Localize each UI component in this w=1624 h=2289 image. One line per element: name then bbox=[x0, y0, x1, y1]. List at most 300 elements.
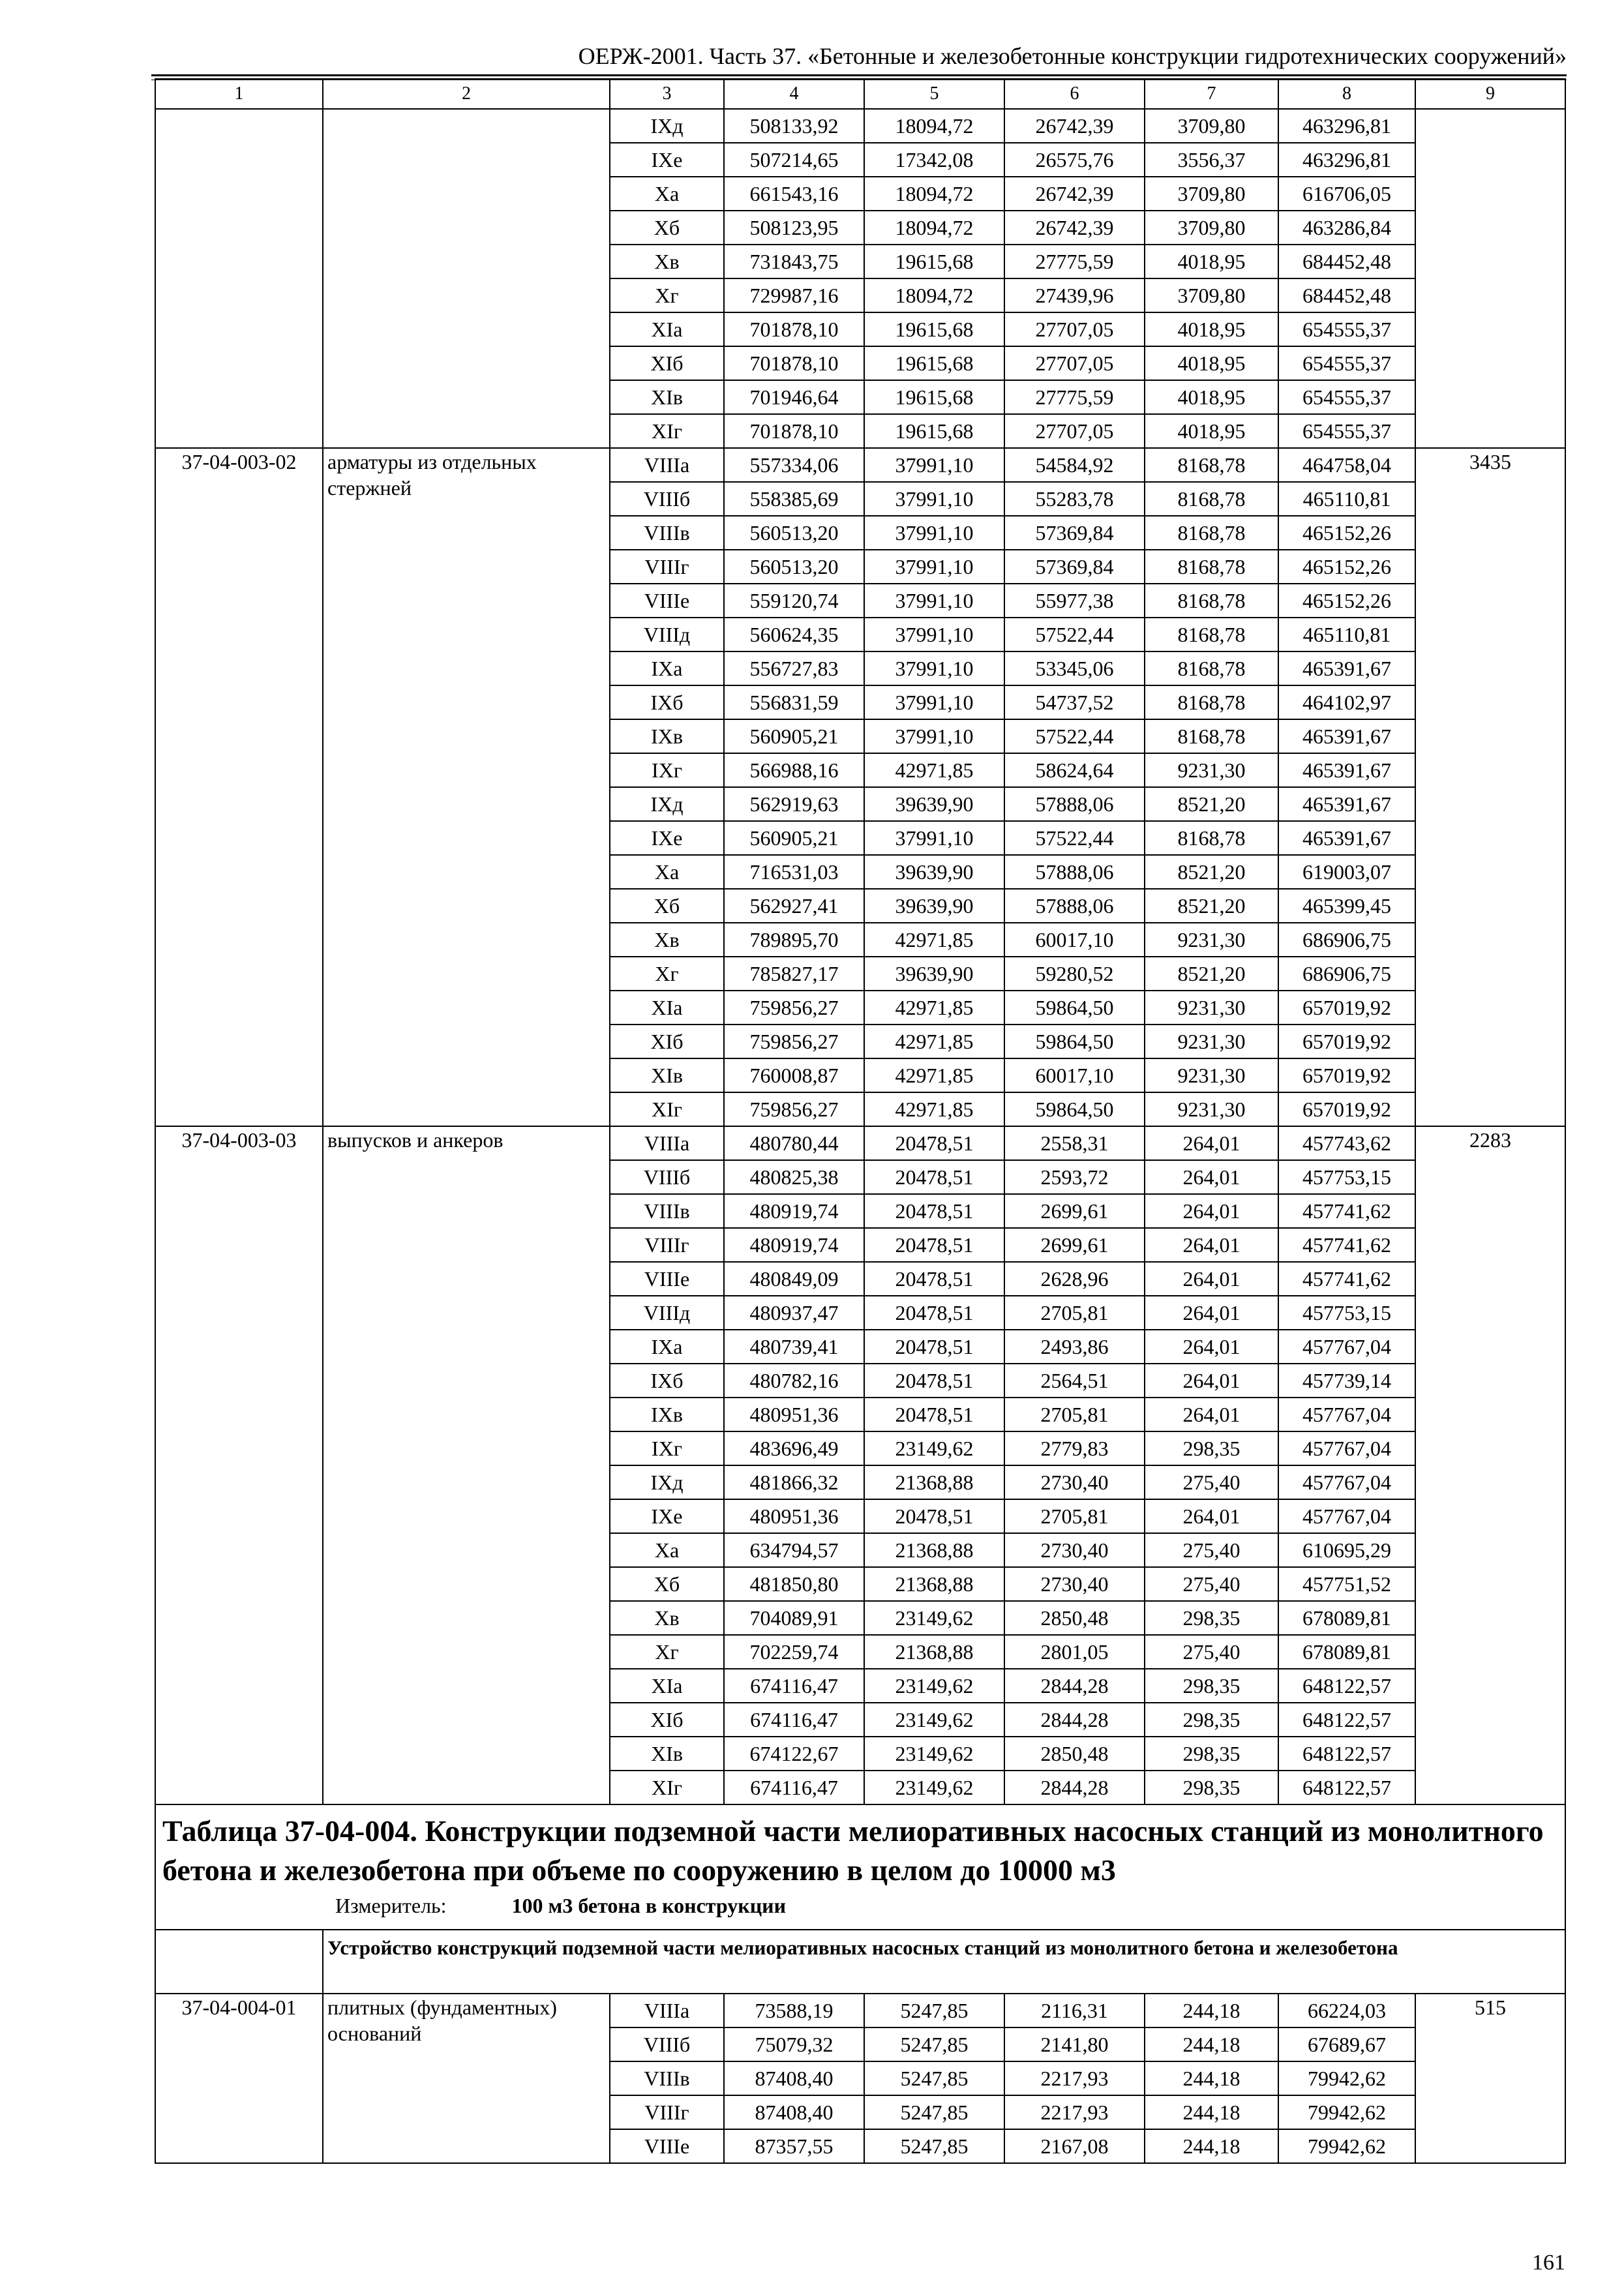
section-description: Устройство конструкций подземной части мелиоративных насосных станций из монолитного бетона и железобетона bbox=[323, 1930, 1565, 1994]
header-title: ОЕРЖ-2001. Часть 37. «Бетонные и железобетонные конструкции гидротехнических сооружений» bbox=[578, 43, 1567, 69]
machinists-wages: 9231,30 bbox=[1145, 991, 1278, 1025]
wages: 23149,62 bbox=[864, 1601, 1004, 1635]
table-row bbox=[155, 109, 1565, 143]
rate-code bbox=[155, 109, 323, 448]
total-cost: 729987,16 bbox=[724, 278, 864, 312]
wages: 20478,51 bbox=[864, 1398, 1004, 1431]
wages: 5247,85 bbox=[864, 2027, 1004, 2061]
wages: 39639,90 bbox=[864, 889, 1004, 923]
zone-code: Xб bbox=[610, 889, 724, 923]
materials: 465391,67 bbox=[1278, 719, 1415, 753]
machines: 57888,06 bbox=[1004, 855, 1145, 889]
measure-value: 100 м3 бетона в конструкции bbox=[511, 1894, 786, 1917]
machines: 57369,84 bbox=[1004, 516, 1145, 550]
materials: 457741,62 bbox=[1278, 1262, 1415, 1296]
machines: 57522,44 bbox=[1004, 618, 1145, 651]
machinists-wages: 9231,30 bbox=[1145, 753, 1278, 787]
total-cost: 560513,20 bbox=[724, 550, 864, 584]
column-number: 2 bbox=[323, 79, 610, 109]
wages: 37991,10 bbox=[864, 550, 1004, 584]
machines: 2844,28 bbox=[1004, 1669, 1145, 1703]
machinists-wages: 8521,20 bbox=[1145, 889, 1278, 923]
wages: 39639,90 bbox=[864, 787, 1004, 821]
wages: 42971,85 bbox=[864, 1058, 1004, 1092]
total-cost: 759856,27 bbox=[724, 1025, 864, 1058]
machines: 57522,44 bbox=[1004, 719, 1145, 753]
machinists-wages: 244,18 bbox=[1145, 1994, 1278, 2027]
zone-code: XIб bbox=[610, 346, 724, 380]
total-cost: 480919,74 bbox=[724, 1194, 864, 1228]
rate-code: 37-04-003-03 bbox=[155, 1126, 323, 1804]
page-number: 161 bbox=[1532, 2251, 1565, 2275]
machines: 27707,05 bbox=[1004, 312, 1145, 346]
total-cost: 73588,19 bbox=[724, 1994, 864, 2027]
column-number: 6 bbox=[1004, 79, 1145, 109]
materials: 463286,84 bbox=[1278, 211, 1415, 245]
wages: 23149,62 bbox=[864, 1431, 1004, 1465]
materials: 66224,03 bbox=[1278, 1994, 1415, 2027]
zone-code: XIб bbox=[610, 1703, 724, 1737]
materials: 465391,67 bbox=[1278, 821, 1415, 855]
materials: 463296,81 bbox=[1278, 109, 1415, 143]
materials: 457753,15 bbox=[1278, 1160, 1415, 1194]
machinists-wages: 8168,78 bbox=[1145, 618, 1278, 651]
wages: 19615,68 bbox=[864, 312, 1004, 346]
machines: 26742,39 bbox=[1004, 177, 1145, 211]
wages: 20478,51 bbox=[864, 1499, 1004, 1533]
zone-code: Xв bbox=[610, 1601, 724, 1635]
machines: 2844,28 bbox=[1004, 1703, 1145, 1737]
machinists-wages: 3556,37 bbox=[1145, 143, 1278, 177]
materials: 686906,75 bbox=[1278, 957, 1415, 991]
description-code-cell bbox=[155, 1930, 323, 1994]
wages: 5247,85 bbox=[864, 2095, 1004, 2129]
machinists-wages: 3709,80 bbox=[1145, 177, 1278, 211]
machines: 2699,61 bbox=[1004, 1194, 1145, 1228]
machinists-wages: 8168,78 bbox=[1145, 584, 1278, 618]
machines: 60017,10 bbox=[1004, 923, 1145, 957]
machines: 2141,80 bbox=[1004, 2027, 1145, 2061]
materials: 648122,57 bbox=[1278, 1771, 1415, 1804]
materials: 654555,37 bbox=[1278, 380, 1415, 414]
materials: 657019,92 bbox=[1278, 1058, 1415, 1092]
rates-table bbox=[155, 78, 1566, 2164]
wages: 23149,62 bbox=[864, 1737, 1004, 1771]
materials: 79942,62 bbox=[1278, 2095, 1415, 2129]
zone-code: VIIIа bbox=[610, 448, 724, 482]
wages: 5247,85 bbox=[864, 2061, 1004, 2095]
machinists-wages: 264,01 bbox=[1145, 1296, 1278, 1330]
machinists-wages: 4018,95 bbox=[1145, 245, 1278, 278]
zone-code: XIг bbox=[610, 414, 724, 448]
total-cost: 556727,83 bbox=[724, 651, 864, 685]
machines: 58624,64 bbox=[1004, 753, 1145, 787]
wages: 20478,51 bbox=[864, 1228, 1004, 1262]
zone-code: VIIIг bbox=[610, 2095, 724, 2129]
zone-code: VIIIе bbox=[610, 1262, 724, 1296]
wages: 19615,68 bbox=[864, 245, 1004, 278]
materials: 654555,37 bbox=[1278, 312, 1415, 346]
column-number: 8 bbox=[1278, 79, 1415, 109]
machinists-wages: 264,01 bbox=[1145, 1262, 1278, 1296]
machines: 2730,40 bbox=[1004, 1465, 1145, 1499]
materials: 457753,15 bbox=[1278, 1296, 1415, 1330]
zone-code: VIIIд bbox=[610, 1296, 724, 1330]
total-cost: 634794,57 bbox=[724, 1533, 864, 1567]
machinists-wages: 298,35 bbox=[1145, 1703, 1278, 1737]
zone-code: Xг bbox=[610, 278, 724, 312]
wages: 37991,10 bbox=[864, 618, 1004, 651]
machines: 26742,39 bbox=[1004, 211, 1145, 245]
machines: 27439,96 bbox=[1004, 278, 1145, 312]
total-cost: 716531,03 bbox=[724, 855, 864, 889]
wages: 18094,72 bbox=[864, 278, 1004, 312]
machines: 59864,50 bbox=[1004, 1092, 1145, 1126]
materials: 686906,75 bbox=[1278, 923, 1415, 957]
measure-label: Измеритель: bbox=[335, 1894, 447, 1917]
machinists-wages: 4018,95 bbox=[1145, 346, 1278, 380]
machines: 2705,81 bbox=[1004, 1296, 1145, 1330]
machines: 2217,93 bbox=[1004, 2061, 1145, 2095]
zone-code: IXв bbox=[610, 719, 724, 753]
zone-code: IXа bbox=[610, 1330, 724, 1364]
zone-code: VIIIв bbox=[610, 516, 724, 550]
zone-code: IXв bbox=[610, 1398, 724, 1431]
machines: 26742,39 bbox=[1004, 109, 1145, 143]
zone-code: Xа bbox=[610, 855, 724, 889]
machines: 55283,78 bbox=[1004, 482, 1145, 516]
work-name bbox=[323, 109, 610, 448]
total-cost: 558385,69 bbox=[724, 482, 864, 516]
materials: 457741,62 bbox=[1278, 1228, 1415, 1262]
measure-line bbox=[162, 1891, 1558, 1920]
column-number: 5 bbox=[864, 79, 1004, 109]
machines: 2558,31 bbox=[1004, 1126, 1145, 1160]
machines: 27775,59 bbox=[1004, 245, 1145, 278]
rate-code: 37-04-003-02 bbox=[155, 448, 323, 1126]
wages: 20478,51 bbox=[864, 1262, 1004, 1296]
total-cost: 480780,44 bbox=[724, 1126, 864, 1160]
machinists-wages: 4018,95 bbox=[1145, 414, 1278, 448]
total-cost: 507214,65 bbox=[724, 143, 864, 177]
machines: 2730,40 bbox=[1004, 1533, 1145, 1567]
machines: 2705,81 bbox=[1004, 1398, 1145, 1431]
machinists-wages: 8521,20 bbox=[1145, 855, 1278, 889]
materials: 648122,57 bbox=[1278, 1669, 1415, 1703]
total-cost: 704089,91 bbox=[724, 1601, 864, 1635]
wages: 37991,10 bbox=[864, 584, 1004, 618]
machinists-wages: 8521,20 bbox=[1145, 787, 1278, 821]
zone-code: XIв bbox=[610, 1737, 724, 1771]
materials: 457751,52 bbox=[1278, 1567, 1415, 1601]
machinists-wages: 264,01 bbox=[1145, 1194, 1278, 1228]
total-cost: 560513,20 bbox=[724, 516, 864, 550]
total-cost: 481850,80 bbox=[724, 1567, 864, 1601]
zone-code: Xа bbox=[610, 1533, 724, 1567]
total-cost: 481866,32 bbox=[724, 1465, 864, 1499]
wages: 42971,85 bbox=[864, 991, 1004, 1025]
materials: 684452,48 bbox=[1278, 278, 1415, 312]
wages: 21368,88 bbox=[864, 1533, 1004, 1567]
total-cost: 701878,10 bbox=[724, 414, 864, 448]
table-title-row bbox=[155, 1804, 1565, 1930]
wages: 21368,88 bbox=[864, 1635, 1004, 1669]
table-title-text: Таблица 37-04-004. Конструкции подземной части мелиоративных насосных станций из монолитного бетона и железобетона при объеме по сооружению в целом до 10000 м3 bbox=[162, 1814, 1544, 1887]
machinists-wages: 298,35 bbox=[1145, 1737, 1278, 1771]
machinists-wages: 264,01 bbox=[1145, 1398, 1278, 1431]
column-number: 3 bbox=[610, 79, 724, 109]
machines: 2850,48 bbox=[1004, 1737, 1145, 1771]
machinists-wages: 8168,78 bbox=[1145, 448, 1278, 482]
wages: 37991,10 bbox=[864, 448, 1004, 482]
machinists-wages: 3709,80 bbox=[1145, 109, 1278, 143]
zone-code: VIIIв bbox=[610, 2061, 724, 2095]
machines: 59864,50 bbox=[1004, 1025, 1145, 1058]
total-cost: 87408,40 bbox=[724, 2061, 864, 2095]
machinists-wages: 9231,30 bbox=[1145, 1058, 1278, 1092]
materials: 616706,05 bbox=[1278, 177, 1415, 211]
wages: 37991,10 bbox=[864, 719, 1004, 753]
zone-code: XIв bbox=[610, 380, 724, 414]
machines: 2493,86 bbox=[1004, 1330, 1145, 1364]
machinists-wages: 275,40 bbox=[1145, 1567, 1278, 1601]
zone-code: XIа bbox=[610, 312, 724, 346]
zone-code: VIIIг bbox=[610, 550, 724, 584]
machines: 57369,84 bbox=[1004, 550, 1145, 584]
materials: 457767,04 bbox=[1278, 1431, 1415, 1465]
machinists-wages: 8168,78 bbox=[1145, 651, 1278, 685]
zone-code: Xв bbox=[610, 923, 724, 957]
materials: 619003,07 bbox=[1278, 855, 1415, 889]
materials: 654555,37 bbox=[1278, 346, 1415, 380]
zone-code: IXа bbox=[610, 651, 724, 685]
zone-code: Xв bbox=[610, 245, 724, 278]
wages: 18094,72 bbox=[864, 109, 1004, 143]
materials: 684452,48 bbox=[1278, 245, 1415, 278]
machinists-wages: 264,01 bbox=[1145, 1228, 1278, 1262]
machinists-wages: 244,18 bbox=[1145, 2129, 1278, 2163]
wages: 21368,88 bbox=[864, 1567, 1004, 1601]
machines: 2699,61 bbox=[1004, 1228, 1145, 1262]
machinists-wages: 264,01 bbox=[1145, 1126, 1278, 1160]
machines: 2705,81 bbox=[1004, 1499, 1145, 1533]
zone-code: XIг bbox=[610, 1092, 724, 1126]
wages: 37991,10 bbox=[864, 685, 1004, 719]
total-cost: 480782,16 bbox=[724, 1364, 864, 1398]
machines: 2730,40 bbox=[1004, 1567, 1145, 1601]
total-cost: 701878,10 bbox=[724, 312, 864, 346]
machines: 2564,51 bbox=[1004, 1364, 1145, 1398]
materials: 465391,67 bbox=[1278, 787, 1415, 821]
materials: 465152,26 bbox=[1278, 550, 1415, 584]
materials: 465152,26 bbox=[1278, 516, 1415, 550]
materials: 465110,81 bbox=[1278, 618, 1415, 651]
machines: 27775,59 bbox=[1004, 380, 1145, 414]
machinists-wages: 244,18 bbox=[1145, 2061, 1278, 2095]
machinists-wages: 3709,80 bbox=[1145, 278, 1278, 312]
materials: 648122,57 bbox=[1278, 1703, 1415, 1737]
materials: 464102,97 bbox=[1278, 685, 1415, 719]
total-cost: 508123,95 bbox=[724, 211, 864, 245]
work-name: арматуры из отдельных стержней bbox=[323, 448, 610, 1126]
total-cost: 480951,36 bbox=[724, 1398, 864, 1431]
wages: 17342,08 bbox=[864, 143, 1004, 177]
machines: 59864,50 bbox=[1004, 991, 1145, 1025]
wages: 37991,10 bbox=[864, 516, 1004, 550]
total-cost: 674122,67 bbox=[724, 1737, 864, 1771]
total-cost: 760008,87 bbox=[724, 1058, 864, 1092]
total-cost: 480825,38 bbox=[724, 1160, 864, 1194]
total-cost: 560905,21 bbox=[724, 719, 864, 753]
machinists-wages: 8168,78 bbox=[1145, 550, 1278, 584]
wages: 20478,51 bbox=[864, 1194, 1004, 1228]
wages: 37991,10 bbox=[864, 651, 1004, 685]
machines: 2217,93 bbox=[1004, 2095, 1145, 2129]
machinists-wages: 264,01 bbox=[1145, 1330, 1278, 1364]
machinists-wages: 8168,78 bbox=[1145, 821, 1278, 855]
table-row bbox=[155, 448, 1565, 482]
wages: 37991,10 bbox=[864, 821, 1004, 855]
total-cost: 789895,70 bbox=[724, 923, 864, 957]
zone-code: Xб bbox=[610, 1567, 724, 1601]
total-cost: 562919,63 bbox=[724, 787, 864, 821]
wages: 37991,10 bbox=[864, 482, 1004, 516]
materials: 678089,81 bbox=[1278, 1601, 1415, 1635]
total-cost: 480849,09 bbox=[724, 1262, 864, 1296]
column-number: 1 bbox=[155, 79, 323, 109]
page-header bbox=[151, 38, 1567, 76]
wages: 20478,51 bbox=[864, 1364, 1004, 1398]
column-number-row bbox=[155, 79, 1565, 109]
column-number: 9 bbox=[1415, 79, 1565, 109]
total-cost: 674116,47 bbox=[724, 1703, 864, 1737]
machines: 2593,72 bbox=[1004, 1160, 1145, 1194]
total-cost: 560905,21 bbox=[724, 821, 864, 855]
table-title bbox=[155, 1804, 1565, 1930]
materials: 610695,29 bbox=[1278, 1533, 1415, 1567]
labor-cost bbox=[1415, 109, 1565, 448]
total-cost: 785827,17 bbox=[724, 957, 864, 991]
machinists-wages: 9231,30 bbox=[1145, 1025, 1278, 1058]
total-cost: 702259,74 bbox=[724, 1635, 864, 1669]
machinists-wages: 298,35 bbox=[1145, 1669, 1278, 1703]
machinists-wages: 9231,30 bbox=[1145, 1092, 1278, 1126]
zone-code: VIIIе bbox=[610, 584, 724, 618]
wages: 21368,88 bbox=[864, 1465, 1004, 1499]
zone-code: IXе bbox=[610, 1499, 724, 1533]
materials: 465399,45 bbox=[1278, 889, 1415, 923]
machines: 27707,05 bbox=[1004, 346, 1145, 380]
materials: 465391,67 bbox=[1278, 651, 1415, 685]
materials: 657019,92 bbox=[1278, 1025, 1415, 1058]
machines: 2801,05 bbox=[1004, 1635, 1145, 1669]
wages: 42971,85 bbox=[864, 1025, 1004, 1058]
wages: 5247,85 bbox=[864, 2129, 1004, 2163]
materials: 457743,62 bbox=[1278, 1126, 1415, 1160]
materials: 79942,62 bbox=[1278, 2061, 1415, 2095]
zone-code: VIIIб bbox=[610, 2027, 724, 2061]
total-cost: 508133,92 bbox=[724, 109, 864, 143]
materials: 654555,37 bbox=[1278, 414, 1415, 448]
materials: 657019,92 bbox=[1278, 991, 1415, 1025]
machines: 55977,38 bbox=[1004, 584, 1145, 618]
machinists-wages: 275,40 bbox=[1145, 1635, 1278, 1669]
zone-code: IXе bbox=[610, 143, 724, 177]
machines: 2844,28 bbox=[1004, 1771, 1145, 1804]
total-cost: 674116,47 bbox=[724, 1669, 864, 1703]
zone-code: Xг bbox=[610, 1635, 724, 1669]
zone-code: IXд bbox=[610, 109, 724, 143]
materials: 465152,26 bbox=[1278, 584, 1415, 618]
machinists-wages: 8168,78 bbox=[1145, 516, 1278, 550]
total-cost: 731843,75 bbox=[724, 245, 864, 278]
machinists-wages: 298,35 bbox=[1145, 1771, 1278, 1804]
total-cost: 87408,40 bbox=[724, 2095, 864, 2129]
machines: 57888,06 bbox=[1004, 787, 1145, 821]
wages: 42971,85 bbox=[864, 1092, 1004, 1126]
machines: 59280,52 bbox=[1004, 957, 1145, 991]
total-cost: 480739,41 bbox=[724, 1330, 864, 1364]
materials: 79942,62 bbox=[1278, 2129, 1415, 2163]
zone-code: XIа bbox=[610, 991, 724, 1025]
total-cost: 759856,27 bbox=[724, 991, 864, 1025]
wages: 5247,85 bbox=[864, 1994, 1004, 2027]
machinists-wages: 8521,20 bbox=[1145, 957, 1278, 991]
total-cost: 480937,47 bbox=[724, 1296, 864, 1330]
zone-code: VIIIб bbox=[610, 482, 724, 516]
materials: 67689,67 bbox=[1278, 2027, 1415, 2061]
machines: 27707,05 bbox=[1004, 414, 1145, 448]
zone-code: XIб bbox=[610, 1025, 724, 1058]
zone-code: Xа bbox=[610, 177, 724, 211]
zone-code: Xб bbox=[610, 211, 724, 245]
machinists-wages: 244,18 bbox=[1145, 2095, 1278, 2129]
zone-code: VIIIд bbox=[610, 618, 724, 651]
total-cost: 560624,35 bbox=[724, 618, 864, 651]
wages: 42971,85 bbox=[864, 923, 1004, 957]
total-cost: 701946,64 bbox=[724, 380, 864, 414]
wages: 23149,62 bbox=[864, 1669, 1004, 1703]
machinists-wages: 4018,95 bbox=[1145, 380, 1278, 414]
machinists-wages: 8168,78 bbox=[1145, 719, 1278, 753]
zone-code: VIIIв bbox=[610, 1194, 724, 1228]
zone-code: IXб bbox=[610, 1364, 724, 1398]
machines: 54584,92 bbox=[1004, 448, 1145, 482]
work-name: выпусков и анкеров bbox=[323, 1126, 610, 1804]
machinists-wages: 298,35 bbox=[1145, 1601, 1278, 1635]
wages: 39639,90 bbox=[864, 855, 1004, 889]
total-cost: 556831,59 bbox=[724, 685, 864, 719]
materials: 457739,14 bbox=[1278, 1364, 1415, 1398]
machines: 57522,44 bbox=[1004, 821, 1145, 855]
wages: 20478,51 bbox=[864, 1330, 1004, 1364]
machinists-wages: 9231,30 bbox=[1145, 923, 1278, 957]
wages: 20478,51 bbox=[864, 1160, 1004, 1194]
wages: 20478,51 bbox=[864, 1296, 1004, 1330]
wages: 20478,51 bbox=[864, 1126, 1004, 1160]
machines: 53345,06 bbox=[1004, 651, 1145, 685]
zone-code: VIIIг bbox=[610, 1228, 724, 1262]
materials: 657019,92 bbox=[1278, 1092, 1415, 1126]
description-row bbox=[155, 1930, 1565, 1994]
machines: 60017,10 bbox=[1004, 1058, 1145, 1092]
materials: 464758,04 bbox=[1278, 448, 1415, 482]
labor-cost: 2283 bbox=[1415, 1126, 1565, 1804]
machinists-wages: 264,01 bbox=[1145, 1364, 1278, 1398]
machinists-wages: 275,40 bbox=[1145, 1465, 1278, 1499]
wages: 18094,72 bbox=[864, 211, 1004, 245]
zone-code: VIIIа bbox=[610, 1126, 724, 1160]
